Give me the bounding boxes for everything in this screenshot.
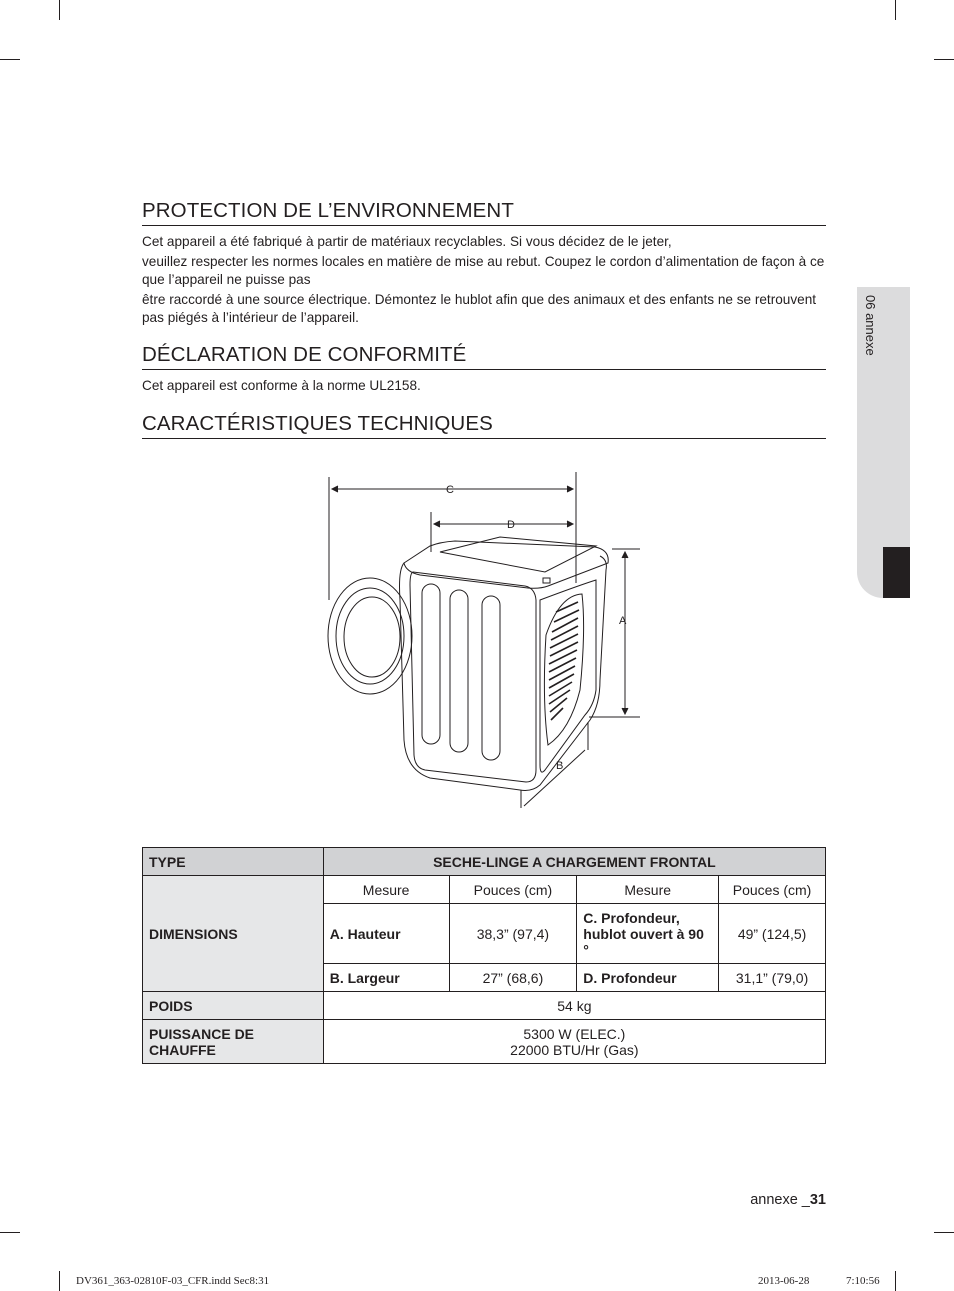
crop-mark xyxy=(895,0,896,20)
crop-mark xyxy=(0,59,20,60)
slug-date: 2013-06-28 xyxy=(758,1275,810,1287)
environment-title: PROTECTION DE L’ENVIRONNEMENT xyxy=(142,199,826,226)
conformity-text: Cet appareil est conforme à la norme UL2158. xyxy=(142,378,421,393)
conformity-section xyxy=(142,343,826,395)
chapter-tab-marker xyxy=(883,547,910,598)
crop-mark xyxy=(934,1232,954,1233)
crop-mark xyxy=(0,1232,20,1233)
table-row xyxy=(143,848,826,876)
measure-cell: D. Profondeur xyxy=(577,964,719,992)
conformity-title: DÉCLARATION DE CONFORMITÉ xyxy=(142,343,826,370)
page-label: annexe _ xyxy=(750,1192,810,1208)
measure-cell: A. Hauteur xyxy=(323,904,449,964)
heating-line-2: 22000 BTU/Hr (Gas) xyxy=(510,1041,639,1058)
value-cell: 38,3” (97,4) xyxy=(449,904,577,964)
slug-time: 7:10:56 xyxy=(846,1275,880,1287)
chapter-tab xyxy=(857,287,910,598)
dryer-dimension-diagram xyxy=(320,468,650,818)
type-label: TYPE xyxy=(143,848,324,876)
crop-mark xyxy=(934,59,954,60)
measure-cell: C. Profondeur, hublot ouvert à 90 ° xyxy=(577,904,719,964)
environment-line-2: veuillez respecter les normes locales en matière de mise au rebut. Coupez le cordon d’alimentation de façon à ce que l’appareil ne puisse pas xyxy=(142,254,825,287)
column-header: Mesure xyxy=(577,876,719,904)
weight-label: POIDS xyxy=(143,992,324,1020)
dimensions-label: DIMENSIONS xyxy=(143,876,324,992)
weight-value: 54 kg xyxy=(323,992,825,1020)
column-header: Mesure xyxy=(323,876,449,904)
heating-label: PUISSANCE DE CHAUFFE xyxy=(143,1020,324,1064)
page-number: 31 xyxy=(809,1192,826,1208)
column-header: Pouces (cm) xyxy=(719,876,826,904)
crop-mark xyxy=(895,1271,896,1291)
page-footer xyxy=(750,1192,826,1208)
heating-line-1: 5300 W (ELEC.) xyxy=(523,1025,626,1042)
environment-line-3: être raccordé à une source électrique. Démontez le hublot afin que des animaux et des enfants ne se retrouvent pas piégés à l’intérieur de l’appareil. xyxy=(142,292,817,325)
table-row xyxy=(143,876,826,904)
environment-section xyxy=(142,199,826,327)
table-row xyxy=(143,992,826,1020)
slug-file: DV361_363-02810F-03_CFR.indd Sec8:31 xyxy=(76,1275,270,1287)
value-cell: 49” (124,5) xyxy=(719,904,826,964)
chapter-tab-label: 06 annexe xyxy=(863,295,878,356)
column-header: Pouces (cm) xyxy=(449,876,577,904)
value-cell: 31,1” (79,0) xyxy=(719,964,826,992)
specs-title: CARACTÉRISTIQUES TECHNIQUES xyxy=(142,412,826,439)
type-value: SECHE-LINGE A CHARGEMENT FRONTAL xyxy=(323,848,825,876)
dimension-label-b: B xyxy=(556,760,564,772)
dimension-label-c: C xyxy=(446,484,454,496)
value-cell: 27” (68,6) xyxy=(449,964,577,992)
crop-mark xyxy=(59,1271,60,1291)
dimension-label-d: D xyxy=(507,519,515,531)
dimension-label-a: A xyxy=(619,615,627,627)
spec-table xyxy=(142,847,826,1064)
heating-value xyxy=(323,1020,825,1064)
specs-section xyxy=(142,412,826,439)
table-row xyxy=(143,1020,826,1064)
environment-line-1: Cet appareil a été fabriqué à partir de matériaux recyclables. Si vous décidez de le jeter, xyxy=(142,234,672,249)
measure-cell: B. Largeur xyxy=(323,964,449,992)
crop-mark xyxy=(59,0,60,20)
